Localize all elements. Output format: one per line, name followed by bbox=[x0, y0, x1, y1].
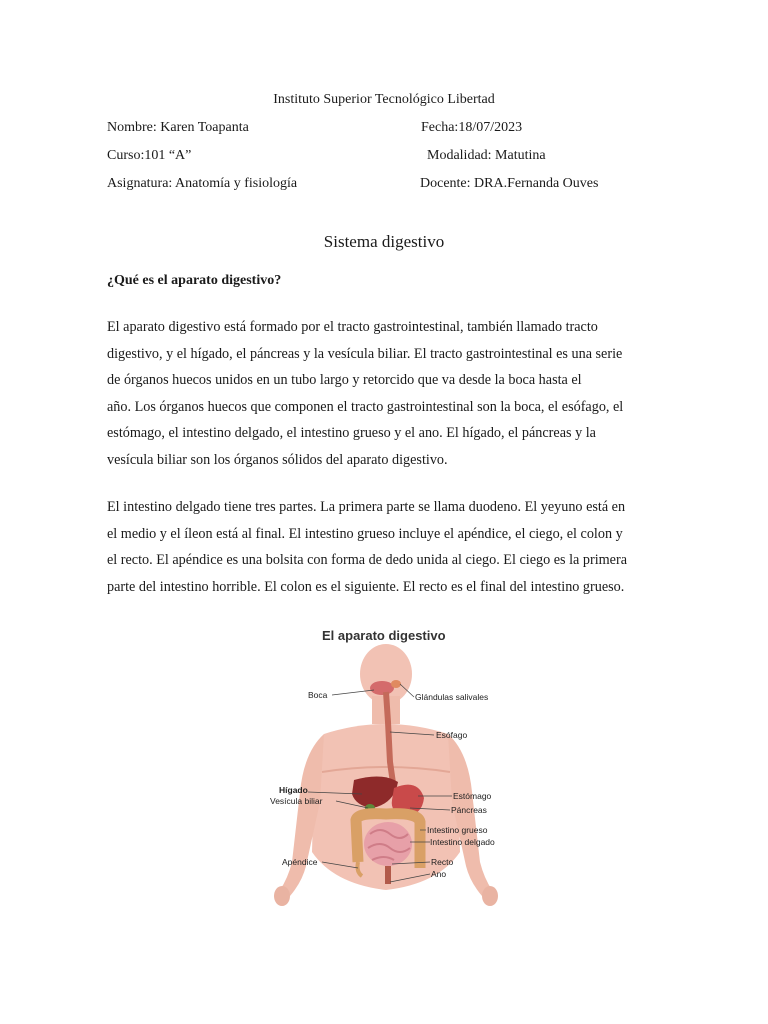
modality: Modalidad: Matutina bbox=[427, 148, 546, 163]
label-boca: Boca bbox=[308, 690, 328, 700]
salivary-gland-shape bbox=[391, 680, 401, 688]
date: Fecha:18/07/2023 bbox=[421, 120, 523, 135]
label-intestino-delgado: Intestino delgado bbox=[430, 837, 495, 847]
meta-row-nombre bbox=[107, 120, 667, 138]
paragraph-line: año. Los órganos huecos que componen el tracto gastrointestinal son la boca, el esófago, el bbox=[107, 398, 624, 415]
paragraph-line: El intestino delgado tiene tres partes. La primera parte se llama duodeno. El yeyuno está en bbox=[107, 499, 626, 515]
digestive-system-figure bbox=[262, 622, 510, 914]
mouth-region bbox=[370, 681, 394, 695]
section-question: ¿Qué es el aparato digestivo? bbox=[107, 273, 282, 288]
figure-title: El aparato digestivo bbox=[322, 628, 446, 643]
label-ano: Ano bbox=[431, 869, 447, 879]
label-apendice: Apéndice bbox=[282, 857, 318, 867]
paragraph-line: de órganos huecos unidos en un tubo largo y retorcido que va desde la boca hasta el bbox=[107, 372, 582, 388]
teacher: Docente: DRA.Fernanda Ouves bbox=[420, 176, 599, 191]
label-glandulas: Glándulas salivales bbox=[415, 692, 489, 702]
paragraph-line: digestivo, y el hígado, el páncreas y la vesícula biliar. El tracto gastrointestinal es una serie bbox=[107, 345, 623, 362]
label-higado: Hígado bbox=[279, 785, 308, 795]
page-title: Sistema digestivo bbox=[323, 232, 445, 251]
label-intestino-grueso: Intestino grueso bbox=[427, 825, 488, 835]
label-estomago: Estómago bbox=[453, 791, 492, 801]
label-vesicula: Vesícula biliar bbox=[270, 796, 323, 806]
label-recto: Recto bbox=[431, 857, 454, 867]
paragraph-line: el medio y el íleon está al final. El intestino grueso incluye el apéndice, el ciego, el colon y bbox=[107, 525, 623, 542]
course: Curso:101 “A” bbox=[107, 148, 192, 163]
paragraph-1 bbox=[107, 314, 663, 473]
student-name: Nombre: Karen Toapanta bbox=[107, 120, 249, 135]
meta-row-asignatura bbox=[107, 176, 667, 194]
meta-row-curso bbox=[107, 148, 667, 166]
label-pancreas: Páncreas bbox=[451, 805, 487, 815]
paragraph-line: parte del intestino horrible. El colon es el siguiente. El recto es el final del intestino grueso. bbox=[107, 578, 625, 595]
paragraph-line: vesícula biliar son los órganos sólidos del aparato digestivo. bbox=[107, 451, 448, 468]
anatomy-illustration bbox=[262, 622, 510, 914]
paragraph-line: el recto. El apéndice es una bolsita con forma de dedo unida al ciego. El ciego es la primera bbox=[107, 552, 627, 568]
paragraph-line: El aparato digestivo está formado por el tracto gastrointestinal, también llamado tracto bbox=[107, 319, 598, 335]
label-esofago: Esófago bbox=[436, 730, 468, 740]
institution-name: Instituto Superior Tecnológico Libertad bbox=[273, 92, 495, 107]
small-intestine-shape bbox=[364, 822, 412, 866]
paragraph-line: estómago, el intestino delgado, el intestino grueso y el ano. El hígado, el páncreas y la bbox=[107, 425, 596, 441]
paragraph-2 bbox=[107, 494, 663, 600]
subject: Asignatura: Anatomía y fisiología bbox=[107, 176, 298, 191]
